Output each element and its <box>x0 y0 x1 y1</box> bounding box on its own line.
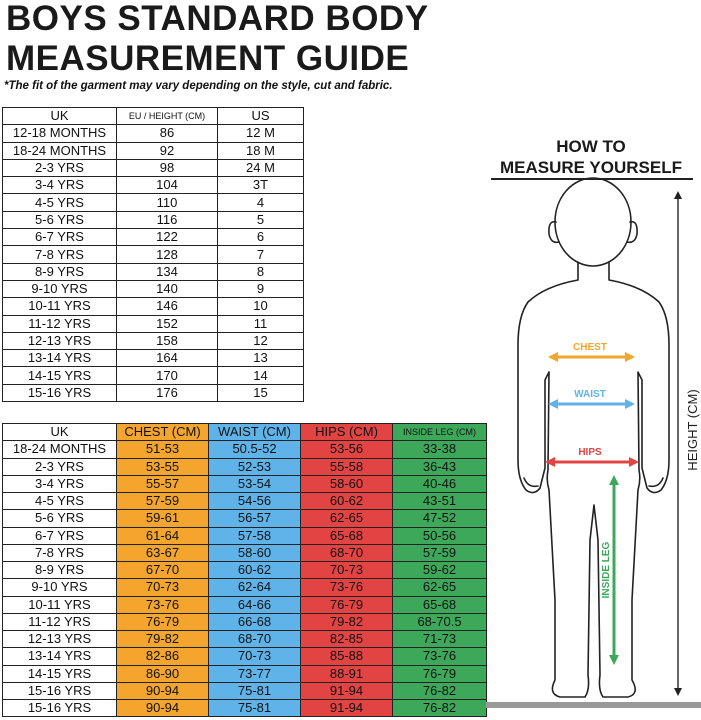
measure-table-row <box>3 648 487 665</box>
cell-uk-size: 9-10 YRS <box>3 579 117 596</box>
cell-hips: 88-91 <box>301 665 393 682</box>
cell-chest: 55-57 <box>117 475 209 492</box>
cell-uk-size: 8-9 YRS <box>3 263 117 280</box>
size-table-row <box>3 194 304 211</box>
cell-us-size: 8 <box>218 263 304 280</box>
cell-hips: 91-94 <box>301 682 393 699</box>
cell-uk-size: 12-18 MONTHS <box>3 125 117 142</box>
cell-waist: 56-57 <box>209 510 301 527</box>
cell-us-size: 11 <box>218 315 304 332</box>
cell-hips: 79-82 <box>301 613 393 630</box>
body-measurement-table <box>2 423 487 717</box>
cell-waist: 62-64 <box>209 579 301 596</box>
cell-us-size: 14 <box>218 367 304 384</box>
cell-eu-height: 170 <box>117 367 218 384</box>
cell-hips: 85-88 <box>301 648 393 665</box>
cell-waist: 60-62 <box>209 562 301 579</box>
cell-waist: 75-81 <box>209 700 301 717</box>
measure-table-header-row <box>3 424 487 441</box>
measure-table-row <box>3 613 487 630</box>
cell-uk-size: 14-15 YRS <box>3 665 117 682</box>
cell-hips: 68-70 <box>301 544 393 561</box>
measure-table-row <box>3 544 487 561</box>
cell-uk-size: 8-9 YRS <box>3 562 117 579</box>
cell-us-size: 18 M <box>218 142 304 159</box>
cell-eu-height: 98 <box>117 159 218 176</box>
cell-inside-leg: 50-56 <box>393 527 487 544</box>
cell-us-size: 5 <box>218 211 304 228</box>
size-table-row <box>3 246 304 263</box>
cell-uk-size: 3-4 YRS <box>3 475 117 492</box>
cell-hips: 91-94 <box>301 700 393 717</box>
cell-inside-leg: 73-76 <box>393 648 487 665</box>
cell-uk-size: 5-6 YRS <box>3 510 117 527</box>
how-to-title-line-2: MEASURE YOURSELF <box>500 158 682 177</box>
cell-uk-size: 7-8 YRS <box>3 246 117 263</box>
size-conversion-table <box>2 107 304 402</box>
cell-hips: 60-62 <box>301 493 393 510</box>
size-table-row <box>3 315 304 332</box>
cell-us-size: 4 <box>218 194 304 211</box>
cell-waist: 54-56 <box>209 493 301 510</box>
cell-chest: 79-82 <box>117 631 209 648</box>
hips-label: HIPS <box>578 447 602 458</box>
cell-us-size: 24 M <box>218 159 304 176</box>
cell-chest: 57-59 <box>117 493 209 510</box>
cell-uk-size: 15-16 YRS <box>3 700 117 717</box>
cell-us-size: 13 <box>218 350 304 367</box>
cell-inside-leg: 36-43 <box>393 458 487 475</box>
cell-eu-height: 86 <box>117 125 218 142</box>
header-uk: UK <box>3 108 117 125</box>
cell-chest: 59-61 <box>117 510 209 527</box>
cell-waist: 70-73 <box>209 648 301 665</box>
size-table-row <box>3 125 304 142</box>
cell-inside-leg: 40-46 <box>393 475 487 492</box>
cell-chest: 86-90 <box>117 665 209 682</box>
cell-eu-height: 152 <box>117 315 218 332</box>
cell-us-size: 3T <box>218 177 304 194</box>
cell-waist: 57-58 <box>209 527 301 544</box>
cell-inside-leg: 68-70.5 <box>393 613 487 630</box>
measure-table-row <box>3 596 487 613</box>
cell-hips: 62-65 <box>301 510 393 527</box>
cell-uk-size: 7-8 YRS <box>3 544 117 561</box>
cell-inside-leg: 43-51 <box>393 493 487 510</box>
header-hips: HIPS (CM) <box>301 424 393 441</box>
measure-table-row <box>3 510 487 527</box>
cell-hips: 76-79 <box>301 596 393 613</box>
cell-waist: 64-66 <box>209 596 301 613</box>
size-table-row <box>3 332 304 349</box>
cell-waist: 68-70 <box>209 631 301 648</box>
height-label: HEIGHT (CM) <box>685 389 700 471</box>
size-table-row <box>3 263 304 280</box>
cell-chest: 67-70 <box>117 562 209 579</box>
chest-label: CHEST <box>573 342 607 353</box>
header-us: US <box>218 108 304 125</box>
fit-disclaimer: *The fit of the garment may vary depending on the style, cut and fabric. <box>4 80 393 92</box>
size-table-header-row <box>3 108 304 125</box>
size-table-row <box>3 159 304 176</box>
inside-leg-label: INSIDE LEG <box>601 541 612 599</box>
cell-hips: 70-73 <box>301 562 393 579</box>
cell-uk-size: 2-3 YRS <box>3 458 117 475</box>
cell-inside-leg: 62-65 <box>393 579 487 596</box>
cell-inside-leg: 59-62 <box>393 562 487 579</box>
size-table-row <box>3 280 304 297</box>
cell-us-size: 10 <box>218 298 304 315</box>
cell-inside-leg: 71-73 <box>393 631 487 648</box>
cell-inside-leg: 33-38 <box>393 441 487 458</box>
cell-uk-size: 15-16 YRS <box>3 682 117 699</box>
cell-uk-size: 11-12 YRS <box>3 613 117 630</box>
cell-eu-height: 110 <box>117 194 218 211</box>
size-table-row <box>3 384 304 401</box>
cell-waist: 50.5-52 <box>209 441 301 458</box>
cell-uk-size: 4-5 YRS <box>3 194 117 211</box>
cell-uk-size: 10-11 YRS <box>3 596 117 613</box>
size-table-row <box>3 142 304 159</box>
cell-uk-size: 18-24 MONTHS <box>3 441 117 458</box>
cell-chest: 63-67 <box>117 544 209 561</box>
cell-hips: 82-85 <box>301 631 393 648</box>
measure-table-row <box>3 475 487 492</box>
cell-eu-height: 176 <box>117 384 218 401</box>
cell-chest: 76-79 <box>117 613 209 630</box>
cell-uk-size: 3-4 YRS <box>3 177 117 194</box>
header-chest: CHEST (CM) <box>117 424 209 441</box>
measure-table-row <box>3 665 487 682</box>
measure-table-row <box>3 682 487 699</box>
cell-eu-height: 164 <box>117 350 218 367</box>
cell-hips: 65-68 <box>301 527 393 544</box>
measure-table-row <box>3 493 487 510</box>
measure-table-row <box>3 579 487 596</box>
cell-uk-size: 9-10 YRS <box>3 280 117 297</box>
cell-uk-size: 11-12 YRS <box>3 315 117 332</box>
cell-eu-height: 128 <box>117 246 218 263</box>
header-uk: UK <box>3 424 117 441</box>
cell-inside-leg: 76-82 <box>393 682 487 699</box>
cell-eu-height: 122 <box>117 229 218 246</box>
cell-chest: 51-53 <box>117 441 209 458</box>
cell-eu-height: 146 <box>117 298 218 315</box>
cell-uk-size: 10-11 YRS <box>3 298 117 315</box>
cell-chest: 73-76 <box>117 596 209 613</box>
cell-waist: 75-81 <box>209 682 301 699</box>
cell-us-size: 6 <box>218 229 304 246</box>
size-table-row <box>3 211 304 228</box>
size-table-row <box>3 229 304 246</box>
cell-chest: 70-73 <box>117 579 209 596</box>
cell-hips: 55-58 <box>301 458 393 475</box>
measure-table-row <box>3 631 487 648</box>
size-table-row <box>3 350 304 367</box>
cell-eu-height: 158 <box>117 332 218 349</box>
cell-uk-size: 13-14 YRS <box>3 648 117 665</box>
cell-inside-leg: 57-59 <box>393 544 487 561</box>
cell-hips: 53-56 <box>301 441 393 458</box>
cell-chest: 82-86 <box>117 648 209 665</box>
cell-inside-leg: 76-79 <box>393 665 487 682</box>
how-to-title-line-1: HOW TO <box>556 137 626 156</box>
cell-eu-height: 104 <box>117 177 218 194</box>
cell-us-size: 15 <box>218 384 304 401</box>
cell-inside-leg: 65-68 <box>393 596 487 613</box>
cell-waist: 53-54 <box>209 475 301 492</box>
size-table-row <box>3 298 304 315</box>
page-title-line-2: MEASUREMENT GUIDE <box>6 39 410 78</box>
waist-label: WAIST <box>574 389 606 400</box>
measure-table-row <box>3 458 487 475</box>
cell-uk-size: 12-13 YRS <box>3 631 117 648</box>
cell-uk-size: 14-15 YRS <box>3 367 117 384</box>
cell-eu-height: 116 <box>117 211 218 228</box>
body-measurement-figure <box>486 132 701 720</box>
cell-us-size: 7 <box>218 246 304 263</box>
cell-waist: 66-68 <box>209 613 301 630</box>
measure-table-row <box>3 700 487 717</box>
cell-uk-size: 2-3 YRS <box>3 159 117 176</box>
cell-waist: 52-53 <box>209 458 301 475</box>
cell-inside-leg: 47-52 <box>393 510 487 527</box>
cell-chest: 53-55 <box>117 458 209 475</box>
cell-eu-height: 134 <box>117 263 218 280</box>
cell-uk-size: 5-6 YRS <box>3 211 117 228</box>
size-table-row <box>3 367 304 384</box>
cell-uk-size: 15-16 YRS <box>3 384 117 401</box>
cell-uk-size: 4-5 YRS <box>3 493 117 510</box>
cell-us-size: 9 <box>218 280 304 297</box>
cell-chest: 61-64 <box>117 527 209 544</box>
cell-us-size: 12 M <box>218 125 304 142</box>
cell-us-size: 12 <box>218 332 304 349</box>
child-silhouette <box>518 178 669 697</box>
cell-eu-height: 140 <box>117 280 218 297</box>
measure-table-row <box>3 527 487 544</box>
cell-inside-leg: 76-82 <box>393 700 487 717</box>
cell-uk-size: 13-14 YRS <box>3 350 117 367</box>
header-eu-height: EU / HEIGHT (CM) <box>117 108 218 125</box>
cell-waist: 58-60 <box>209 544 301 561</box>
cell-chest: 90-94 <box>117 682 209 699</box>
cell-uk-size: 18-24 MONTHS <box>3 142 117 159</box>
size-table-row <box>3 177 304 194</box>
header-waist: WAIST (CM) <box>209 424 301 441</box>
cell-eu-height: 92 <box>117 142 218 159</box>
measure-table-row <box>3 441 487 458</box>
cell-hips: 58-60 <box>301 475 393 492</box>
cell-chest: 90-94 <box>117 700 209 717</box>
cell-uk-size: 12-13 YRS <box>3 332 117 349</box>
cell-uk-size: 6-7 YRS <box>3 229 117 246</box>
header-inside-leg: INSIDE LEG (CM) <box>393 424 487 441</box>
cell-hips: 73-76 <box>301 579 393 596</box>
cell-waist: 73-77 <box>209 665 301 682</box>
cell-uk-size: 6-7 YRS <box>3 527 117 544</box>
measure-table-row <box>3 562 487 579</box>
page-title-line-1: BOYS STANDARD BODY <box>6 0 429 38</box>
